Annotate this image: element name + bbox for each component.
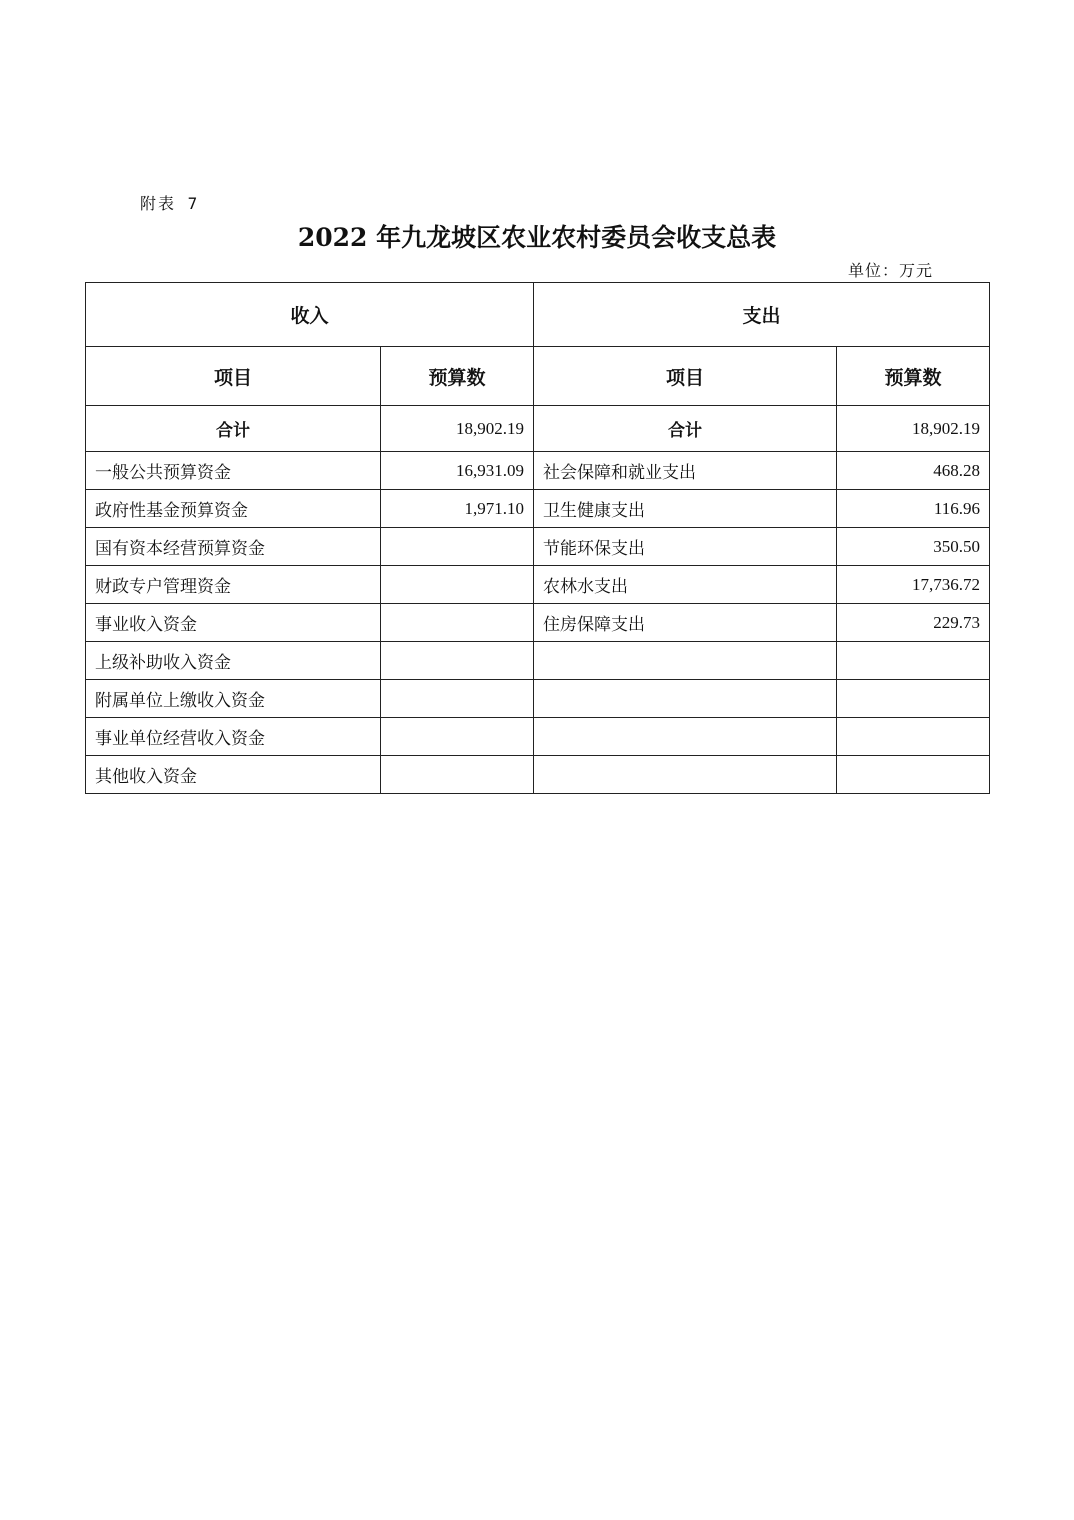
table-row [86, 680, 990, 718]
column-header-row [86, 347, 990, 406]
expense-item [534, 642, 837, 680]
income-total-value: 18,902.19 [381, 406, 534, 452]
expense-section-header: 支出 [534, 283, 990, 347]
expense-value [837, 718, 990, 756]
expense-item-column-header: 项目 [534, 347, 837, 406]
expense-item [534, 718, 837, 756]
expense-item: 农林水支出 [534, 566, 837, 604]
expense-total-value: 18,902.19 [837, 406, 990, 452]
income-item: 附属单位上缴收入资金 [86, 680, 381, 718]
expense-value: 468.28 [837, 452, 990, 490]
income-item: 政府性基金预算资金 [86, 490, 381, 528]
table-row [86, 642, 990, 680]
table-row [86, 566, 990, 604]
income-value [381, 756, 534, 794]
income-value [381, 604, 534, 642]
income-item: 事业单位经营收入资金 [86, 718, 381, 756]
expense-value [837, 680, 990, 718]
income-total-label: 合计 [86, 406, 381, 452]
table-row [86, 604, 990, 642]
table-row [86, 718, 990, 756]
total-row [86, 406, 990, 452]
expense-total-label: 合计 [534, 406, 837, 452]
income-item: 财政专户管理资金 [86, 566, 381, 604]
annex-label: 附表 7 [140, 194, 200, 213]
income-value: 16,931.09 [381, 452, 534, 490]
expense-item [534, 756, 837, 794]
table-row [86, 452, 990, 490]
expense-value: 229.73 [837, 604, 990, 642]
budget-table [85, 282, 990, 794]
expense-value: 350.50 [837, 528, 990, 566]
income-value [381, 642, 534, 680]
expense-value: 17,736.72 [837, 566, 990, 604]
income-budget-column-header: 预算数 [381, 347, 534, 406]
income-item: 国有资本经营预算资金 [86, 528, 381, 566]
income-section-header: 收入 [86, 283, 534, 347]
income-value [381, 718, 534, 756]
expense-value [837, 642, 990, 680]
table-row [86, 490, 990, 528]
unit-label: 单位：万元 [848, 261, 934, 280]
income-value [381, 528, 534, 566]
income-item: 一般公共预算资金 [86, 452, 381, 490]
document-title: 2022 年九龙坡区农业农村委员会收支总表 [297, 223, 777, 252]
income-item: 其他收入资金 [86, 756, 381, 794]
income-item: 事业收入资金 [86, 604, 381, 642]
expense-item: 节能环保支出 [534, 528, 837, 566]
expense-item [534, 680, 837, 718]
section-header-row [86, 283, 990, 347]
income-item: 上级补助收入资金 [86, 642, 381, 680]
income-value [381, 680, 534, 718]
expense-item: 住房保障支出 [534, 604, 837, 642]
expense-item: 社会保障和就业支出 [534, 452, 837, 490]
expense-budget-column-header: 预算数 [837, 347, 990, 406]
income-item-column-header: 项目 [86, 347, 381, 406]
expense-value [837, 756, 990, 794]
table-row [86, 756, 990, 794]
expense-value: 116.96 [837, 490, 990, 528]
income-value [381, 566, 534, 604]
income-value: 1,971.10 [381, 490, 534, 528]
table-row [86, 528, 990, 566]
expense-item: 卫生健康支出 [534, 490, 837, 528]
